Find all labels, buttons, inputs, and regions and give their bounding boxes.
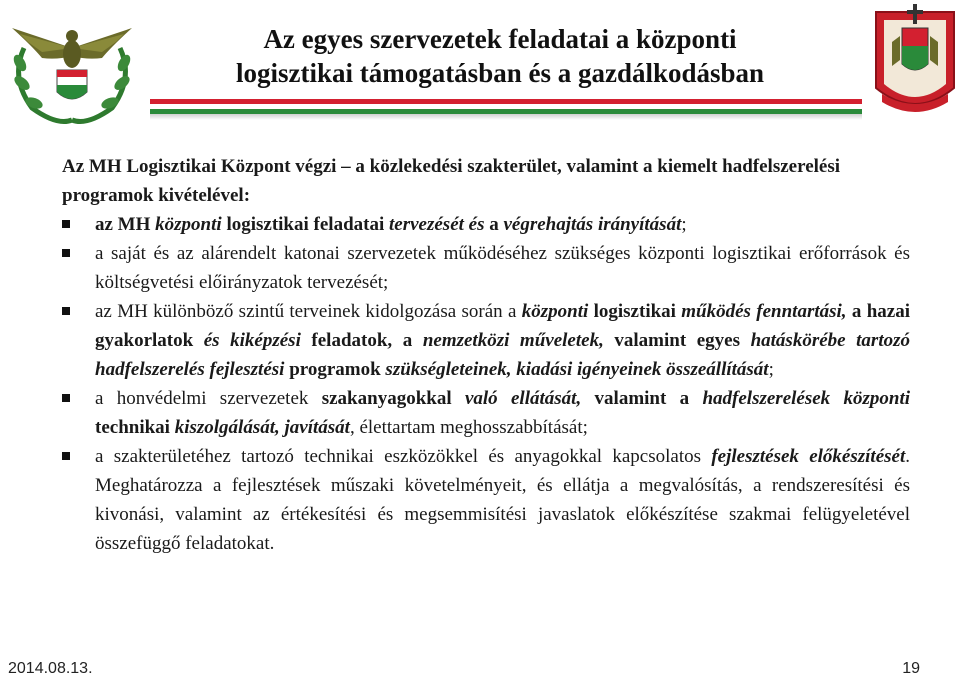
list-item-text (95, 388, 910, 438)
square-bullet-icon (62, 307, 70, 315)
text-run: tervezését és (389, 214, 485, 235)
tricolor-stripes (150, 99, 862, 114)
text-run: a hazai gyakorlatok (95, 301, 911, 351)
text-run: a saját és az alárendelt katonai szervezetek működéséhez szükséges központi logisztikai erőforrások és költségvetési előirányzatok tervezését; (95, 243, 910, 293)
text-run: szükségleteinek, kiadási igényeinek összeállítását (385, 359, 769, 380)
text-run: a honvédelmi szervezetek (95, 388, 322, 409)
text-run: ; (768, 359, 774, 380)
text-run: az MH különböző szintű terveinek kidolgozása során a (95, 301, 522, 322)
list-item-text (95, 301, 910, 380)
list-item-text (95, 243, 910, 293)
list-item (62, 297, 910, 384)
text-run: központi (521, 301, 589, 322)
text-run: az MH (95, 214, 156, 235)
list-item (62, 239, 910, 297)
title-line-2: logisztikai támogatásban és a gazdálkodásban (235, 58, 765, 88)
slide-date: 2014.08.13. (8, 660, 93, 677)
text-run: logisztikai feladatai (221, 214, 389, 235)
text-run: fejlesztések előkészítését (711, 446, 906, 467)
text-run: . Meghatározza a fejlesztések műszaki követelményeit, és ellátja a megvalósítás, a rendszeresítési és kivonási, valamint az értékesítési és megsemmisítési javaslatok előkészítése szakmai felügyeletével összefüggő feladatokat. (95, 446, 910, 554)
list-item-text (95, 446, 910, 554)
text-run: működés fenntartási, (681, 301, 847, 322)
list-item (62, 384, 910, 442)
text-run: hadfelszerelések központi (702, 388, 911, 409)
page-number: 19 (902, 660, 920, 677)
text-run: logisztikai (588, 301, 682, 322)
text-run: a szakterületéhez tartozó technikai eszközökkel és anyagokkal kapcsolatos (95, 446, 712, 467)
title-line-1: Az egyes szervezetek feladatai a központi (263, 24, 737, 54)
square-bullet-icon (62, 220, 70, 228)
text-run: és kiképzési (203, 330, 301, 351)
text-run: ; (681, 214, 687, 235)
slide-body (62, 152, 910, 558)
text-run: végrehajtás irányítását (503, 214, 682, 235)
text-run: technikai (95, 417, 175, 438)
square-bullet-icon (62, 394, 70, 402)
page-title (150, 22, 850, 90)
list-item (62, 210, 910, 239)
intro-paragraph: Az MH Logisztikai Központ végzi – a közlekedési szakterület, valamint a kiemelt hadfelszerelési programok kivételével: (62, 156, 841, 206)
square-bullet-icon (62, 452, 70, 460)
text-run: kiszolgálását, javítását (174, 417, 350, 438)
text-run: valamint egyes (603, 330, 751, 351)
text-run: szakanyagokkal (321, 388, 452, 409)
text-run: feladatok, a (300, 330, 423, 351)
coat-of-arms-shield-icon (872, 2, 958, 124)
text-run: központi (155, 214, 222, 235)
text-run: , élettartam meghosszabbítását; (349, 417, 588, 438)
text-run (452, 388, 465, 409)
text-run: való ellátását, (464, 388, 582, 409)
list-item-text (95, 214, 687, 235)
text-run: programok (284, 359, 386, 380)
eagle-emblem-icon (2, 8, 142, 128)
text-run: valamint a (581, 388, 703, 409)
stripe-shadow (150, 114, 862, 120)
text-run: hatáskörébe tartozó hadfelszerelés fejlesztési (95, 330, 910, 380)
square-bullet-icon (62, 249, 70, 257)
text-run: a (484, 214, 504, 235)
bullet-list (62, 210, 910, 558)
text-run: nemzetközi műveletek, (422, 330, 604, 351)
slide-header (0, 0, 960, 140)
list-item (62, 442, 910, 558)
